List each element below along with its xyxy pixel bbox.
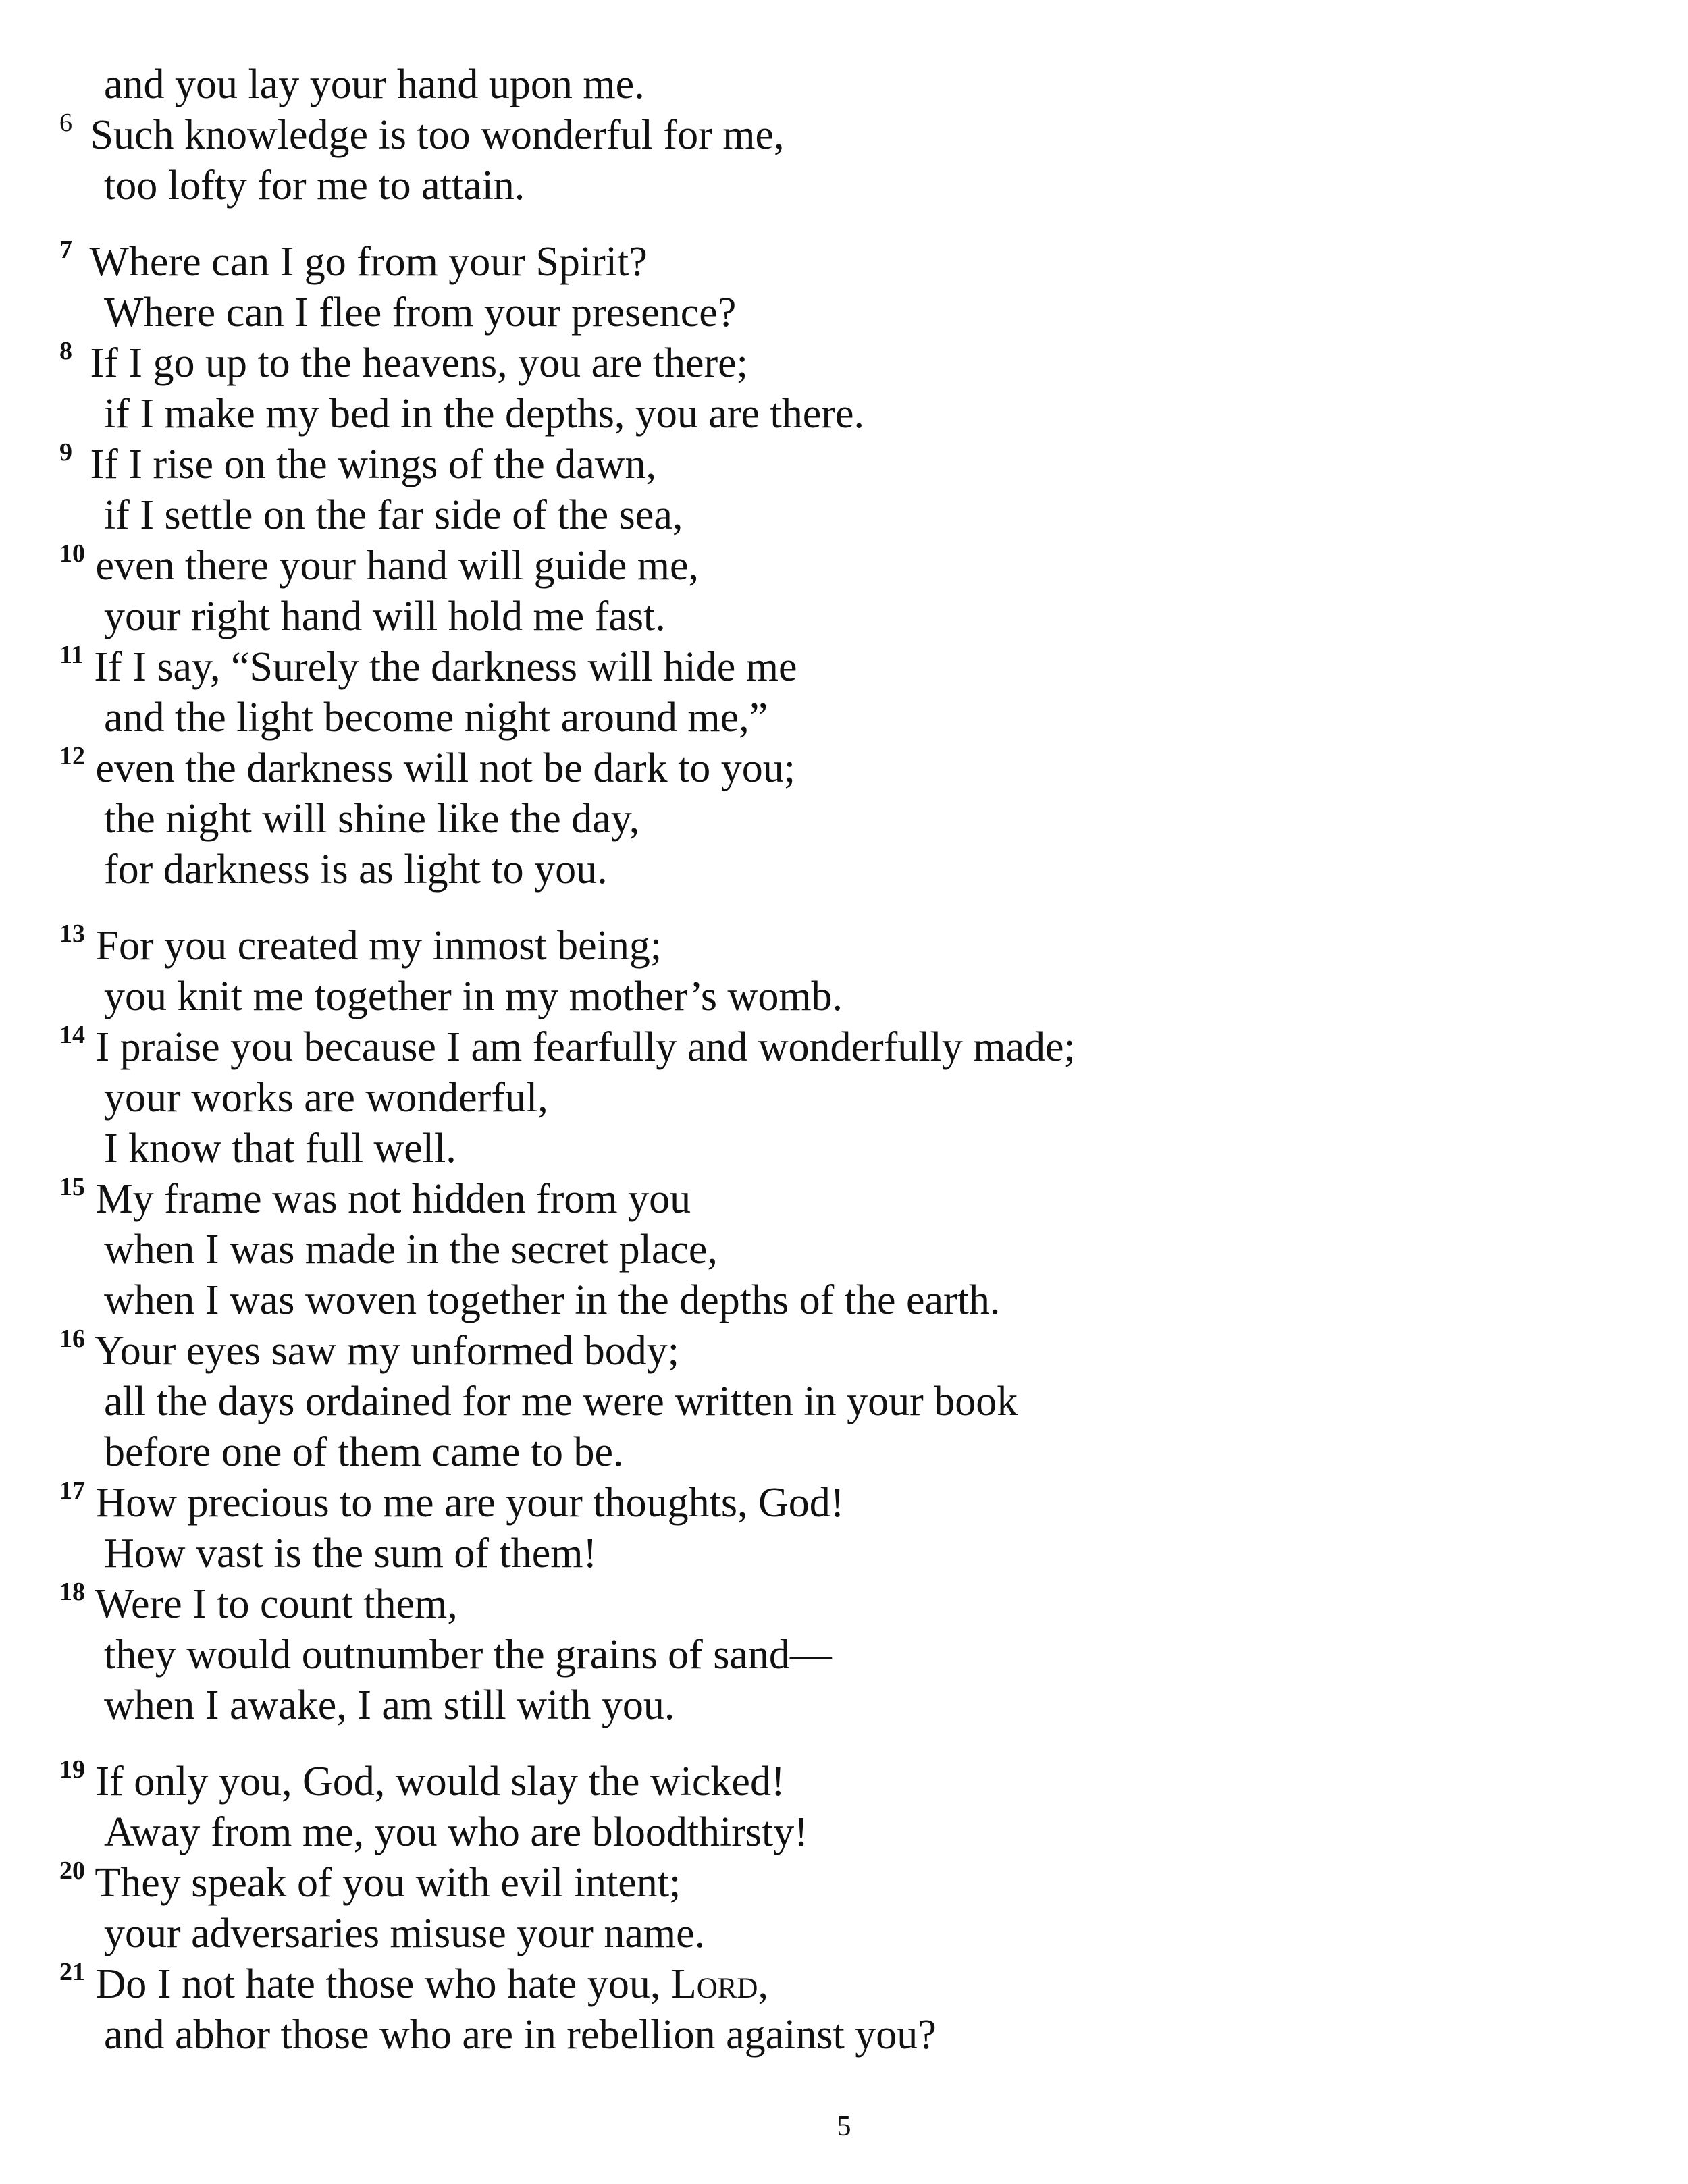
verse-text: I praise you because I am fearfully and wonderfully made; [95, 1024, 1076, 1070]
verse-number: 14 [59, 1021, 85, 1049]
verse-number: 17 [59, 1476, 85, 1505]
verse-line [59, 971, 1612, 1022]
verse-line [59, 921, 1612, 971]
verse-line [59, 642, 1612, 693]
verse-text: even the darkness will not be dark to you; [95, 745, 796, 791]
verse-line [59, 389, 1612, 440]
verse-text: Away from me, you who are bloodthirsty! [104, 1809, 808, 1855]
verse-line [59, 440, 1612, 490]
verse-text: Where can I flee from your presence? [104, 290, 737, 336]
verse-number: 12 [59, 742, 85, 770]
verse-text: Such knowledge is too wonderful for me, [90, 112, 785, 158]
verse-line [59, 1528, 1612, 1579]
verse-line [59, 845, 1612, 895]
verse-text: all the days ordained for me were written in your book [104, 1379, 1018, 1424]
verse-text: I know that full well. [104, 1125, 456, 1171]
verse-text: for darkness is as light to you. [104, 847, 608, 893]
verse-text: My frame was not hidden from you [95, 1176, 691, 1222]
stanza [59, 1757, 1612, 2060]
divine-name: Lord [670, 1961, 758, 2007]
verse-text: Were I to count them, [95, 1581, 458, 1627]
verse-text: and the light become night around me,” [104, 695, 768, 741]
verse-text: you knit me together in my mother’s womb. [104, 974, 843, 1019]
verse-line [59, 59, 1612, 110]
verse-text: if I make my bed in the depths, you are there. [104, 391, 864, 437]
verse-line [59, 338, 1612, 389]
verse-line [59, 794, 1612, 845]
verse-text: your works are wonderful, [104, 1075, 548, 1121]
verse-number: 7 [59, 236, 72, 264]
verse-number: 15 [59, 1173, 85, 1201]
verse-text: and you lay your hand upon me. [104, 61, 645, 107]
verse-line [59, 2010, 1612, 2060]
verse-line [59, 288, 1612, 338]
verse-line [59, 591, 1612, 642]
verse-line [59, 1680, 1612, 1731]
verse-text: before one of them came to be. [104, 1429, 624, 1475]
verse-text: If I go up to the heavens, you are there; [90, 340, 748, 386]
verse-text: too lofty for me to attain. [104, 163, 525, 209]
verse-number: 13 [59, 920, 85, 948]
verse-line [59, 161, 1612, 211]
verse-text: if I settle on the far side of the sea, [104, 492, 683, 538]
verse-number: 18 [59, 1578, 85, 1606]
verse-line [59, 1579, 1612, 1630]
verse-text: Your eyes saw my unformed body; [94, 1328, 679, 1374]
verse-line [59, 1959, 1612, 2010]
verse-text: when I was woven together in the depths of the earth. [104, 1277, 1001, 1323]
verse-line [59, 541, 1612, 591]
verse-text: when I awake, I am still with you. [104, 1682, 675, 1728]
verse-number: 11 [59, 641, 84, 669]
stanza [59, 921, 1612, 1731]
verse-text: Where can I go from your Spirit? [89, 239, 648, 285]
verse-text: How precious to me are your thoughts, God! [95, 1480, 845, 1526]
verse-number: 10 [59, 539, 85, 568]
verse-text: For you created my inmost being; [95, 923, 662, 969]
verse-number: 16 [59, 1325, 85, 1353]
verse-text-suffix: , [758, 1961, 768, 2007]
verse-line [59, 110, 1612, 161]
verse-line [59, 237, 1612, 288]
verse-line [59, 743, 1612, 794]
verse-line [59, 1757, 1612, 1807]
verse-line [59, 1225, 1612, 1275]
verse-number: 6 [59, 109, 72, 137]
verse-text: How vast is the sum of them! [104, 1530, 598, 1576]
page-number: 5 [837, 2111, 851, 2142]
stanza [59, 59, 1612, 211]
verse-text: even there your hand will guide me, [95, 543, 700, 589]
psalm-text [59, 59, 1612, 2086]
verse-line [59, 1022, 1612, 1073]
verse-text: If only you, God, would slay the wicked! [95, 1759, 785, 1805]
verse-line [59, 1174, 1612, 1225]
verse-line [59, 1326, 1612, 1377]
verse-line [59, 1123, 1612, 1174]
verse-line [59, 1275, 1612, 1326]
verse-text: your right hand will hold me fast. [104, 593, 666, 639]
verse-line [59, 1807, 1612, 1858]
verse-line [59, 1909, 1612, 1959]
stanza [59, 237, 1612, 895]
verse-text: They speak of you with evil intent; [95, 1860, 681, 1906]
verse-number: 20 [59, 1857, 85, 1885]
verse-number: 9 [59, 438, 72, 467]
verse-text: your adversaries misuse your name. [104, 1911, 706, 1956]
verse-line [59, 1377, 1612, 1427]
verse-line [59, 1478, 1612, 1528]
verse-number: 19 [59, 1755, 85, 1784]
verse-text: they would outnumber the grains of sand— [104, 1632, 832, 1678]
verse-line [59, 1427, 1612, 1478]
verse-line [59, 490, 1612, 541]
verse-line [59, 1858, 1612, 1909]
verse-text: If I rise on the wings of the dawn, [90, 442, 657, 487]
verse-number: 8 [59, 337, 72, 365]
verse-text: the night will shine like the day, [104, 796, 640, 842]
verse-line [59, 693, 1612, 743]
verse-text: Do I not hate those who hate you, [95, 1961, 671, 2007]
verse-line [59, 1630, 1612, 1680]
verse-text: If I say, “Surely the darkness will hide me [94, 644, 797, 690]
verse-text: and abhor those who are in rebellion against you? [104, 2012, 937, 2058]
verse-line [59, 1073, 1612, 1123]
verse-number: 21 [59, 1958, 85, 1986]
verse-text: when I was made in the secret place, [104, 1227, 718, 1273]
